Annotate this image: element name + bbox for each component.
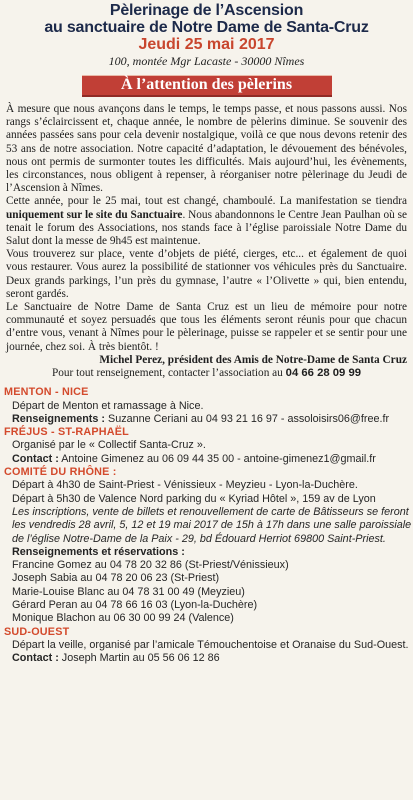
header — [0, 0, 413, 69]
rhone-departure-2: Départ à 5h30 de Valence Nord parking du « Kyriad Hôtel », 159 av de Lyon — [12, 492, 376, 505]
paragraph-4: Le Sanctuaire de Notre Dame de Santa Cruz est un lieu de mémoire pour notre communauté et soyez persuadés que tous les éléments seront réunis pour que chacun d’entre vous, venant à Nîmes pour le pèlerinage, puisse se rappeler et se sentir pour une journée, chez soi. À très bientôt. ! — [6, 301, 407, 353]
contact-text: Pour tout renseignement, contacter l’association au — [51, 367, 286, 380]
section-sud-ouest — [0, 626, 413, 666]
rhone-contact-3: Marie-Louise Blanc au 04 78 31 00 49 (Meyzieu) — [12, 585, 245, 598]
signature: Michel Perez, président des Amis de Notre-Dame de Santa Cruz — [99, 353, 407, 366]
rhone-departure-1: Départ à 4h30 de Saint-Priest - Vénissieux - Meyzieu - Lyon-la-Duchère. — [12, 479, 358, 492]
frejus-contact-text: Antoine Gimenez au 06 09 44 35 00 - antoine-gimenez1@gmail.fr — [58, 452, 376, 465]
rhone-registration-note: Les inscriptions, vente de billets et renouvellement de carte de Bâtisseurs se feront les vendredis 28 avril, 5, 12 et 19 mai 2017 de 15h à 17h dans une salle paroissiale de l’église Notre-Dame de la Paix - 29, bd Édouard Herriot 69800 Saint-Priest. — [12, 505, 412, 545]
rhone-contact-2: Joseph Sabia au 04 78 20 06 23 (St-Priest) — [12, 572, 220, 585]
contact-phone: 04 66 28 09 99 — [285, 367, 362, 380]
sudouest-departure: Départ la veille, organisé par l’amicale Témouchentoise et Oranaise du Sud-Ouest. — [12, 638, 409, 651]
menton-info-label: Renseignements : — [12, 412, 105, 425]
paragraph-2-start: Cette année, pour le 25 mai, tout est changé, chamboulé. La manifestation se tiendra — [6, 195, 407, 208]
rhone-contact-1: Francine Gomez au 04 78 20 32 86 (St-Priest/Vénissieux) — [12, 559, 289, 572]
section-heading-menton: MENTON - NICE — [4, 386, 89, 399]
paragraph-1: À mesure que nous avançons dans le temps, le temps passe, et nous passons aussi. Nos rangs s’éclaircissent et, chaque année, le nombre de pèlerins diminue. Se souvenir des années passées sans pour cela devenir nostalgique, voilà ce que nous devons retenir des 53 ans de notre association. Notre capacité d’adaptation, le dévouement des bénévoles, nous ont permis de surmonter toutes les difficultés. Mais aujourd’hui, les évènements, les circonstances, nous obligent à repenser, à réorganiser notre pèlerinage du Jeudi de l’Ascension à Nîmes. — [6, 103, 407, 195]
sudouest-contact-label: Contact : — [12, 652, 59, 665]
menton-departure: Départ de Menton et ramassage à Nice. — [12, 399, 204, 412]
section-heading-sud-ouest: SUD-OUEST — [4, 625, 70, 638]
section-rhone — [0, 466, 413, 626]
section-heading-rhone: COMITÉ DU RHÔNE : — [4, 466, 117, 479]
event-date: Jeudi 25 mai 2017 — [138, 36, 275, 53]
sudouest-contact-text: Joseph Martin au 05 56 06 12 86 — [58, 652, 220, 665]
menton-info — [4, 413, 413, 426]
title-line-2: au sanctuaire de Notre Dame de Santa-Cruz — [44, 19, 369, 36]
section-heading-frejus: FRÉJUS - ST-RAPHAËL — [4, 426, 129, 439]
contact-line — [0, 367, 413, 380]
menton-info-text: Suzanne Ceriani au 04 93 21 16 97 - assoloisirs06@free.fr — [105, 412, 390, 425]
paragraph-2-bold: uniquement sur le site du Sanctuaire — [6, 208, 183, 221]
rhone-reservations-heading: Renseignements et réservations : — [12, 545, 185, 558]
attention-banner: À l’attention des pèlerins — [82, 75, 332, 97]
paragraph-3: Vous trouverez sur place, vente d’objets de piété, cierges, etc... et également de quoi vous restaurer. Vous aurez la possibilité de stationner vos véhicules près du Sanctuaire. Deux grands parkings, l’un près du gymnase, l’autre « l’Olivette » qui, bien entendu, seront gardés. — [6, 248, 407, 300]
paragraph-2-end: . Nous abandonnons le Centre Jean Paulhan où se tenait le forum des Associations, nos stands face à l’église paroissiale Notre Dame du Salut dont la messe de 9h45 est maintenue. — [6, 208, 407, 248]
section-frejus — [0, 426, 413, 466]
article-body — [0, 97, 413, 354]
rhone-contact-5: Monique Blachon au 06 30 00 99 24 (Valence) — [12, 612, 234, 625]
rhone-contact-4: Gérard Peran au 04 78 66 16 03 (Lyon-la-Duchère) — [12, 599, 258, 612]
title-line-1: Pèlerinage de l’Ascension — [109, 2, 304, 19]
frejus-contact — [4, 453, 413, 466]
event-address: 100, montée Mgr Lacaste - 30000 Nîmes — [108, 54, 305, 68]
paragraph-2 — [6, 195, 407, 248]
sudouest-contact — [4, 652, 413, 665]
frejus-organizer: Organisé par le « Collectif Santa-Cruz ». — [12, 439, 206, 452]
section-menton-nice — [0, 386, 413, 426]
frejus-contact-label: Contact : — [12, 452, 59, 465]
